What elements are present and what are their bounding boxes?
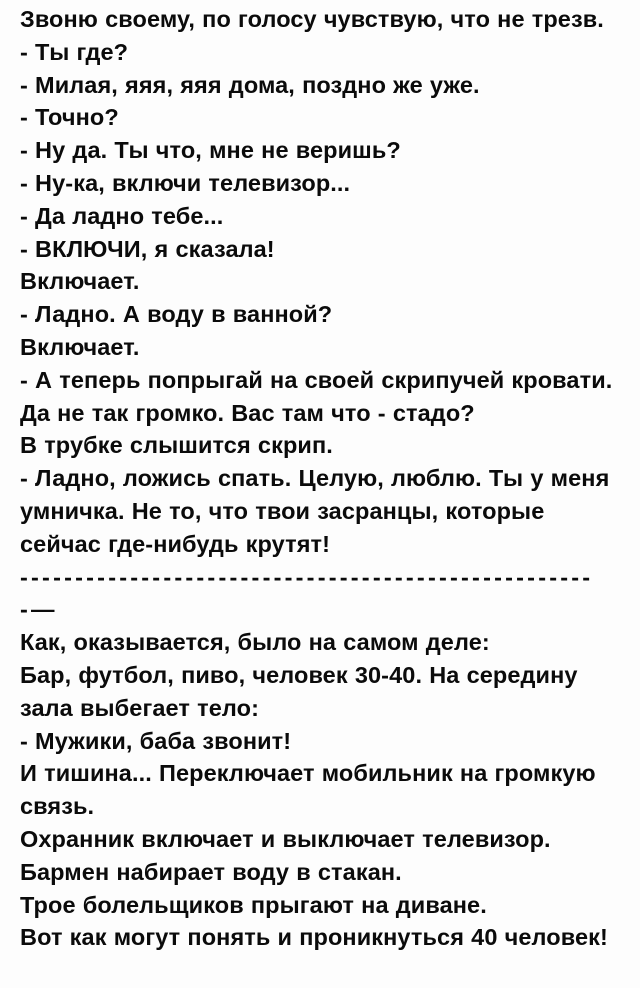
joke-line: - Ну да. Ты что, мне не веришь? — [20, 137, 401, 164]
joke-line: - Мужики, баба звонит! — [20, 727, 292, 754]
dashed-divider: ---------------------------------------------------- — [20, 563, 594, 590]
joke-line: - Милая, яяя, яяя дома, поздно же уже. — [20, 71, 480, 98]
joke-line: Бармен набирает воду в стакан. — [20, 858, 402, 885]
joke-line: - Ладно. А воду в ванной? — [20, 301, 333, 328]
joke-line: - Ты где? — [20, 38, 129, 65]
joke-line: В трубке слышится скрип. — [20, 432, 333, 459]
joke-line: Бар, футбол, пиво, человек 30-40. На середину зала выбегает тело: — [20, 661, 578, 721]
joke-line: Охранник включает и выключает телевизор. — [20, 825, 551, 852]
joke-line: Включает. — [20, 333, 140, 360]
joke-line: Как, оказывается, было на самом деле: — [20, 629, 490, 656]
joke-text-block — [20, 3, 622, 954]
joke-line: Звоню своему, по голосу чувствую, что не трезв. — [20, 6, 604, 32]
joke-line: - ВКЛЮЧИ, я сказала! — [20, 235, 275, 262]
joke-line: И тишина... Переключает мобильник на громкую связь. — [20, 760, 596, 820]
joke-line: Вот как могут понять и проникнуться 40 человек! — [20, 924, 608, 951]
joke-line: - Ладно, ложись спать. Целую, люблю. Ты у меня умничка. Не то, что твои засранцы, которые сейчас где-нибудь крутят! — [20, 465, 610, 557]
joke-line: - Да ладно тебе... — [20, 202, 224, 229]
joke-line: - Точно? — [20, 104, 119, 131]
joke-line: Трое болельщиков прыгают на диване. — [20, 891, 487, 918]
dashed-divider-tail: -— — [20, 596, 58, 623]
joke-line: Включает. — [20, 268, 140, 295]
joke-line: - А теперь попрыгай на своей скрипучей кровати. Да не так громко. Вас там что - стадо? — [20, 366, 613, 426]
joke-line: - Ну-ка, включи телевизор... — [20, 169, 351, 196]
